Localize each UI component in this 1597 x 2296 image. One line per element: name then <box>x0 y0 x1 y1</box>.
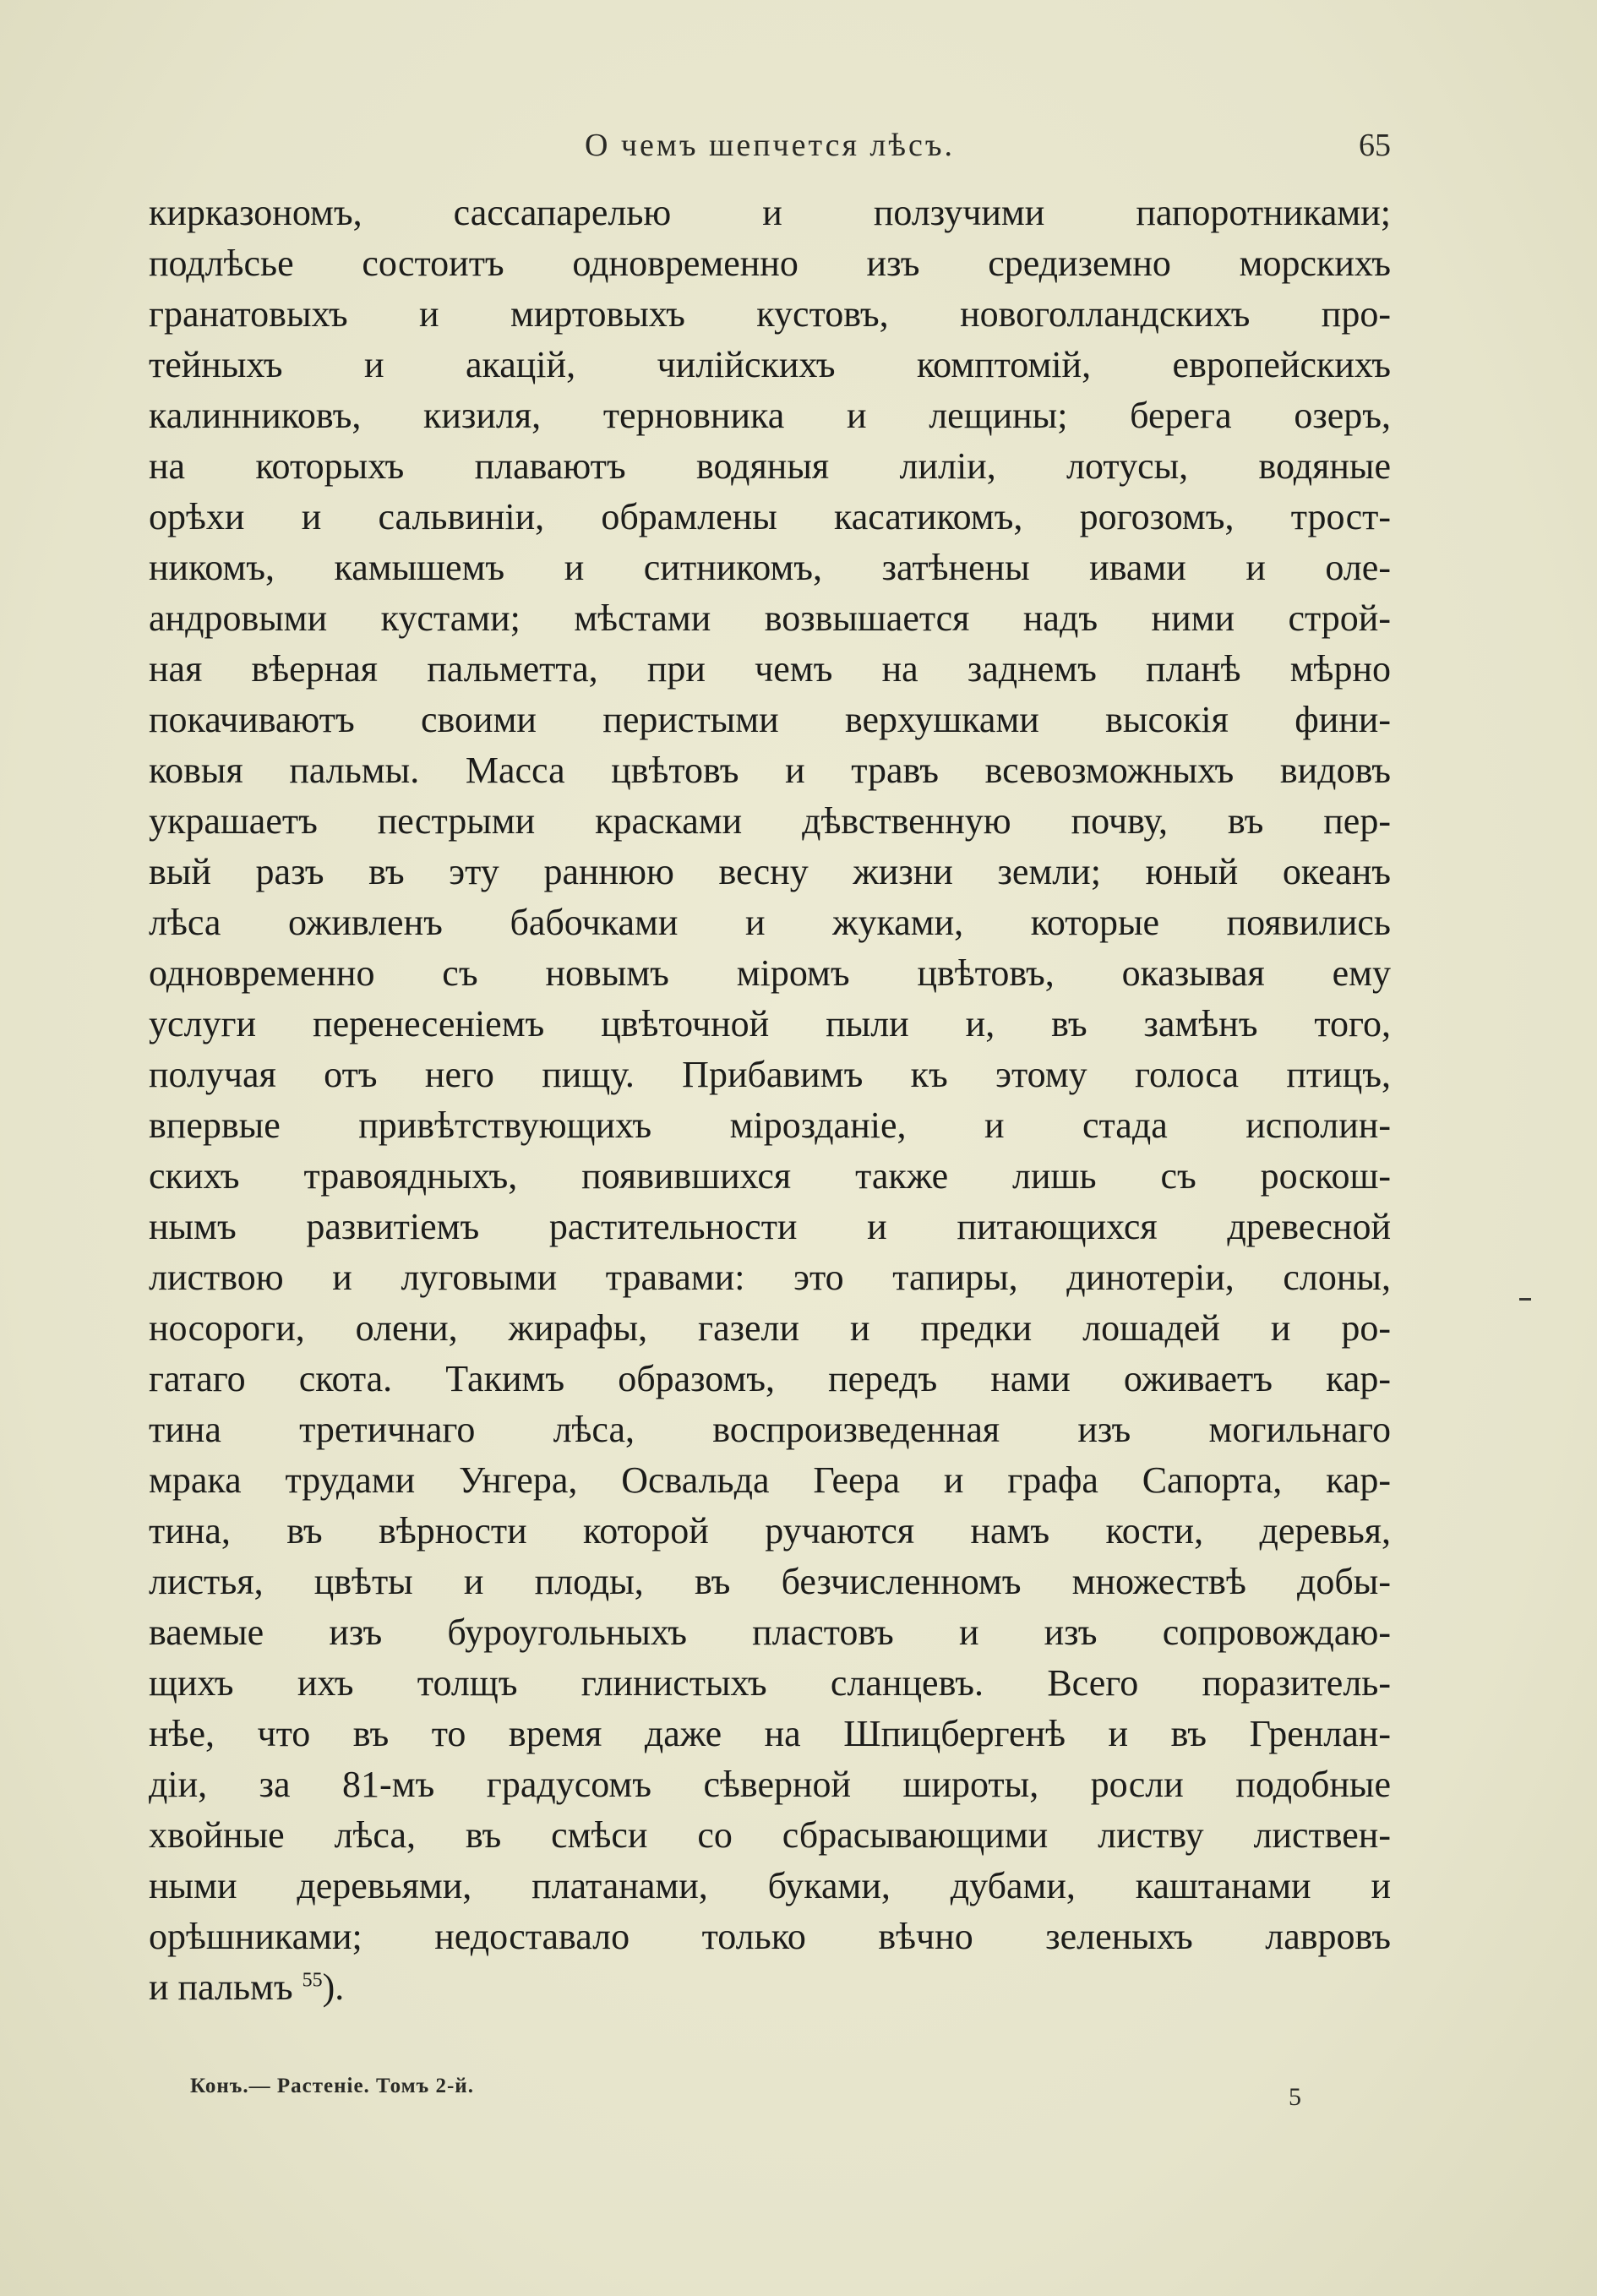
text-line-4: тейныхъ и акацій, чилійскихъ комптомій, европейскихъ <box>149 344 1391 385</box>
text-line-27: тина, въ вѣрности которой ручаются намъ кости, деревья, <box>149 1510 1391 1552</box>
body-text <box>149 188 1391 2013</box>
text-line-13: украшаетъ пестрыми красками дѣвственную почву, въ пер- <box>149 800 1391 842</box>
text-line-29: ваемые изъ буроугольныхъ пластовъ и изъ сопровождаю- <box>149 1612 1391 1653</box>
text-line-3: гранатовыхъ и миртовыхъ кустовъ, новоголландскихъ про- <box>149 293 1391 335</box>
text-line-25: тина третичнаго лѣса, воспроизведенная изъ могильнаго <box>149 1409 1391 1450</box>
text-line-26: мрака трудами Унгера, Освальда Геера и графа Сапорта, кар- <box>149 1459 1391 1501</box>
text-line-7: орѣхи и сальвиніи, обрамлены касатикомъ, рогозомъ, трост- <box>149 496 1391 537</box>
page-footer <box>190 2075 1301 2117</box>
text-line-21: нымъ развитіемъ растительности и питающихся древесной <box>149 1206 1391 1247</box>
text-line-31: нѣе, что въ то время даже на Шпицбергенѣ и въ Гренлан- <box>149 1713 1391 1754</box>
last-line-tail: ). <box>322 1966 345 2008</box>
text-line-16: одновременно съ новымъ міромъ цвѣтовъ, оказывая ему <box>149 952 1391 994</box>
text-line-11: покачиваютъ своими перистыми верхушками высокія фини- <box>149 699 1391 740</box>
text-line-18: получая отъ него пищу. Прибавимъ къ этому голоса птицъ, <box>149 1054 1391 1095</box>
signature-mark: 5 <box>1289 2083 1301 2111</box>
printer-signature: Конъ.— Растеніе. Томъ 2-й. <box>190 2075 474 2097</box>
text-line-2: подлѣсье состоитъ одновременно изъ средиземно морскихъ <box>149 243 1391 284</box>
last-line-text: и пальмъ <box>149 1966 293 2008</box>
text-line-5: калинниковъ, кизиля, терновника и лещины; берега озеръ, <box>149 395 1391 436</box>
text-line-30: щихъ ихъ толщъ глинистыхъ сланцевъ. Всего поразитель- <box>149 1662 1391 1704</box>
text-line-34: ными деревьями, платанами, буками, дубами, каштанами и <box>149 1865 1391 1906</box>
running-head <box>149 127 1391 177</box>
text-line-1: кирказономъ, сассапарелью и ползучими папоротниками; <box>149 192 1391 233</box>
text-line-23: носороги, олени, жирафы, газели и предки лошадей и ро- <box>149 1307 1391 1349</box>
text-line-last <box>149 1962 1391 2013</box>
text-line-35: орѣшниками; недоставало только вѣчно зеленыхъ лавровъ <box>149 1916 1391 1957</box>
text-line-22: листвою и луговыми травами: это тапиры, динотеріи, слоны, <box>149 1257 1391 1298</box>
text-line-12: ковыя пальмы. Масса цвѣтовъ и травъ всевозможныхъ видовъ <box>149 750 1391 791</box>
text-line-32: діи, за 81-мъ градусомъ сѣверной широты, росли подобные <box>149 1764 1391 1805</box>
text-line-28: листья, цвѣты и плоды, въ безчисленномъ множествѣ добы- <box>149 1561 1391 1602</box>
text-line-10: ная вѣерная пальметта, при чемъ на заднемъ планѣ мѣрно <box>149 648 1391 690</box>
footnote-reference[interactable]: 55 <box>302 1969 323 1992</box>
text-line-8: никомъ, камышемъ и ситникомъ, затѣнены ивами и оле- <box>149 547 1391 588</box>
text-line-20: скихъ травоядныхъ, появившихся также лишь съ роскош- <box>149 1155 1391 1197</box>
text-line-6: на которыхъ плаваютъ водяныя лиліи, лотусы, водяные <box>149 445 1391 487</box>
text-line-17: услуги перенесеніемъ цвѣточной пыли и, въ замѣнъ того, <box>149 1003 1391 1044</box>
page-number: 65 <box>1359 128 1391 163</box>
text-line-33: хвойные лѣса, въ смѣси со сбрасывающими листву листвен- <box>149 1814 1391 1856</box>
margin-mark <box>1519 1298 1531 1301</box>
text-line-15: лѣса оживленъ бабочками и жуками, которые появились <box>149 902 1391 943</box>
text-line-24: гатаго скота. Такимъ образомъ, передъ нами оживаетъ кар- <box>149 1358 1391 1399</box>
running-title: О чемъ шепчется лѣсъ. <box>584 128 956 163</box>
text-line-9: андровыми кустами; мѣстами возвышается надъ ними строй- <box>149 597 1391 639</box>
text-line-19: впервые привѣтствующихъ мірозданіе, и стада исполин- <box>149 1104 1391 1146</box>
text-line-14: вый разъ въ эту раннюю весну жизни земли; юный океанъ <box>149 851 1391 892</box>
